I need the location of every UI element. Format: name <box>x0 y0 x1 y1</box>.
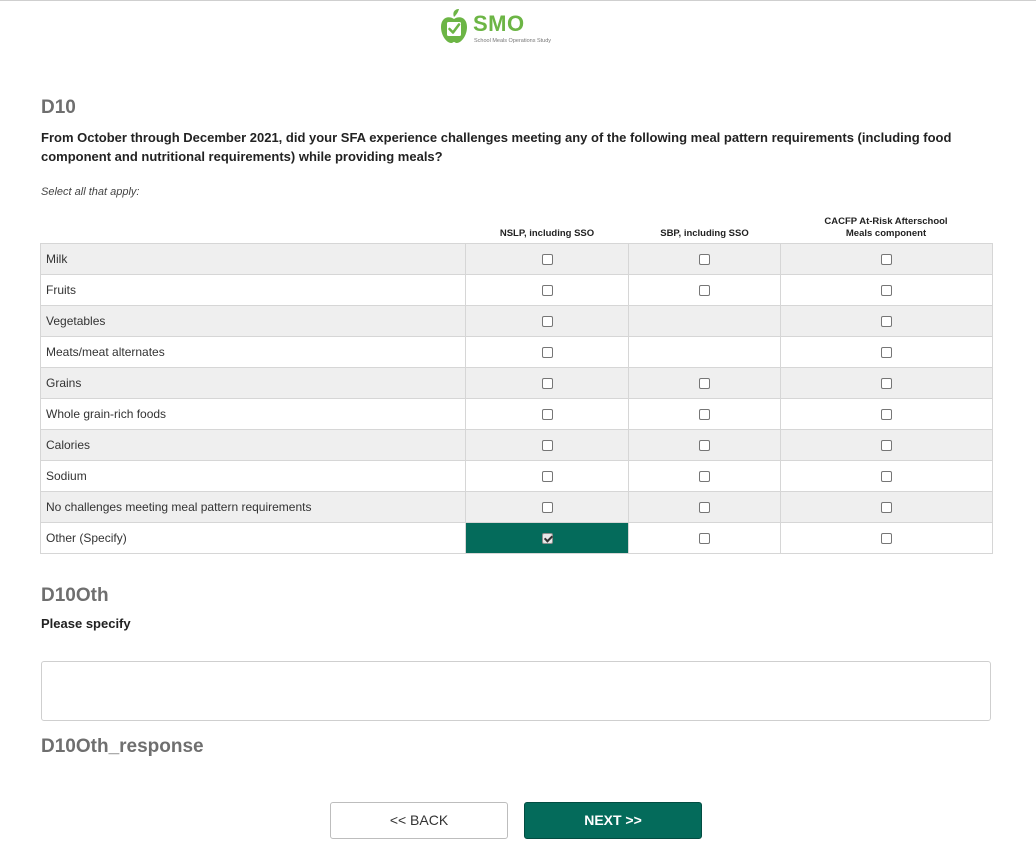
checkbox-cacfp[interactable] <box>881 502 892 513</box>
top-divider <box>0 0 1036 1</box>
checkbox-sbp[interactable] <box>699 440 710 451</box>
cell-nslp <box>466 430 629 461</box>
back-button[interactable]: << BACK <box>330 802 508 839</box>
table-row <box>41 306 993 337</box>
followup-id: D10Oth <box>41 585 109 606</box>
response-grid <box>40 243 993 554</box>
cell-sbp <box>629 244 781 275</box>
table-row <box>41 492 993 523</box>
table-row <box>41 461 993 492</box>
cell-cacfp <box>781 275 993 306</box>
cell-sbp <box>629 306 781 337</box>
table-row <box>41 368 993 399</box>
table-row <box>41 244 993 275</box>
row-label: Sodium <box>41 461 466 492</box>
table-row <box>41 523 993 554</box>
checkbox-nslp[interactable] <box>542 502 553 513</box>
cell-cacfp <box>781 461 993 492</box>
row-label: Calories <box>41 430 466 461</box>
specify-input[interactable] <box>41 661 991 721</box>
cell-cacfp <box>781 306 993 337</box>
cell-sbp <box>629 430 781 461</box>
checkbox-cacfp[interactable] <box>881 285 892 296</box>
cell-nslp <box>466 244 629 275</box>
question-text: From October through December 2021, did your SFA experience challenges meeting any of the following meal pattern requirements (including food component and nutritional requirements) while providing meals? <box>41 130 952 164</box>
checkbox-cacfp[interactable] <box>881 471 892 482</box>
checkbox-cacfp[interactable] <box>881 254 892 265</box>
cell-nslp <box>466 523 629 554</box>
checkbox-sbp[interactable] <box>699 502 710 513</box>
checkbox-nslp[interactable] <box>542 254 553 265</box>
checkbox-sbp[interactable] <box>699 254 710 265</box>
cell-cacfp <box>781 492 993 523</box>
logo-wordmark: SMO <box>473 11 525 36</box>
cell-cacfp <box>781 399 993 430</box>
cell-nslp <box>466 399 629 430</box>
checkbox-sbp[interactable] <box>699 533 710 544</box>
checkbox-nslp[interactable] <box>542 347 553 358</box>
cell-nslp <box>466 368 629 399</box>
row-label: Fruits <box>41 275 466 306</box>
table-row <box>41 430 993 461</box>
cell-cacfp <box>781 430 993 461</box>
checkbox-nslp[interactable] <box>542 378 553 389</box>
checkbox-cacfp[interactable] <box>881 533 892 544</box>
next-button[interactable]: NEXT >> <box>524 802 702 839</box>
cell-cacfp <box>781 523 993 554</box>
checkbox-cacfp[interactable] <box>881 409 892 420</box>
cell-nslp <box>466 306 629 337</box>
checkbox-sbp[interactable] <box>699 378 710 389</box>
question-instruction: Select all that apply: <box>41 186 140 198</box>
table-row <box>41 399 993 430</box>
table-row <box>41 337 993 368</box>
question-id: D10 <box>41 97 76 118</box>
cell-sbp <box>629 275 781 306</box>
row-label: Grains <box>41 368 466 399</box>
cell-nslp <box>466 461 629 492</box>
checkbox-nslp[interactable] <box>542 471 553 482</box>
checkbox-nslp[interactable] <box>542 440 553 451</box>
cell-cacfp <box>781 244 993 275</box>
followup-prompt: Please specify <box>41 616 131 631</box>
cell-sbp <box>629 368 781 399</box>
cell-nslp <box>466 492 629 523</box>
column-header-sbp: SBP, including SSO <box>660 228 749 239</box>
row-label: Milk <box>41 244 466 275</box>
checkbox-sbp[interactable] <box>699 471 710 482</box>
checkbox-cacfp[interactable] <box>881 316 892 327</box>
cell-nslp <box>466 337 629 368</box>
checkbox-sbp[interactable] <box>699 285 710 296</box>
checkbox-sbp[interactable] <box>699 409 710 420</box>
row-label: Other (Specify) <box>41 523 466 554</box>
cell-sbp <box>629 399 781 430</box>
checkbox-cacfp[interactable] <box>881 440 892 451</box>
checkbox-nslp[interactable] <box>542 409 553 420</box>
cell-cacfp <box>781 337 993 368</box>
row-label: Whole grain-rich foods <box>41 399 466 430</box>
cell-nslp <box>466 275 629 306</box>
cell-sbp <box>629 461 781 492</box>
followup-response-id: D10Oth_response <box>41 736 204 757</box>
column-header-nslp: NSLP, including SSO <box>499 228 595 239</box>
checkbox-nslp[interactable] <box>542 533 553 544</box>
checkbox-cacfp[interactable] <box>881 378 892 389</box>
column-header-cacfp: CACFP At-Risk Afterschool Meals component <box>824 216 948 239</box>
row-label: Meats/meat alternates <box>41 337 466 368</box>
checkbox-nslp[interactable] <box>542 316 553 327</box>
apple-check-icon <box>440 8 468 44</box>
row-label: Vegetables <box>41 306 466 337</box>
checkbox-cacfp[interactable] <box>881 347 892 358</box>
row-label: No challenges meeting meal pattern requirements <box>41 492 466 523</box>
table-row <box>41 275 993 306</box>
cell-sbp <box>629 523 781 554</box>
cell-cacfp <box>781 368 993 399</box>
cell-sbp <box>629 337 781 368</box>
smo-logo <box>440 8 570 48</box>
logo-subtitle: School Meals Operations Study <box>474 38 552 44</box>
checkbox-nslp[interactable] <box>542 285 553 296</box>
cell-sbp <box>629 492 781 523</box>
